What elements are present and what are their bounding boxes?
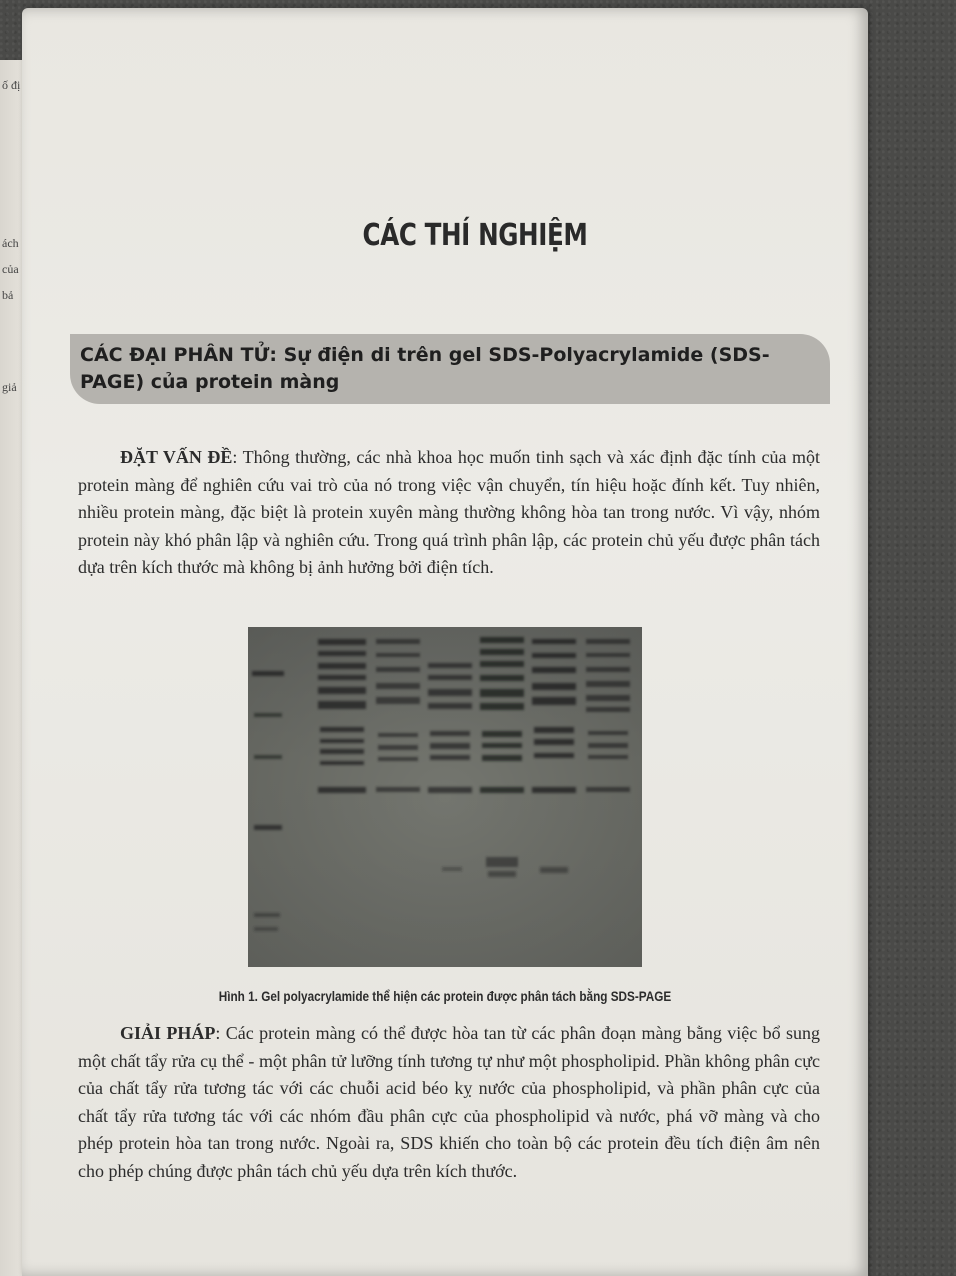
prev-page-fragment: của — [2, 262, 19, 276]
book-page — [22, 8, 868, 1276]
section-title: CÁC ĐẠI PHÂN TỬ: Sự điện di trên gel SDS-Polyacrylamide (SDS-PAGE) của protein màng — [80, 344, 770, 393]
chapter-title: CÁC THÍ NGHIỆM — [362, 218, 588, 253]
gel-bands — [248, 627, 642, 967]
sds-page-gel-image — [248, 627, 642, 967]
problem-paragraph — [78, 444, 820, 582]
solution-text: : Các protein màng có thể được hòa tan từ các phân đoạn màng bằng việc bổ sung một chất tẩy rửa cụ thể - một phân tử lưỡng tính tương tự như một phospholipid. Phần không phân cực của chất tẩy rửa tương tác với các chuỗi acid béo kỵ nước của phospholipid, và phần phân cực của chất tẩy rửa tương tác với các nhóm đầu phân cực của phospholipid và nước, phá vỡ màng và cho phép protein hòa tan trong nước. Ngoài ra, SDS khiến cho toàn bộ các protein đều tích điện âm nên cho phép chúng được phân tách chủ yếu dựa trên kích thước. — [78, 1023, 821, 1181]
figure-caption: Hình 1. Gel polyacrylamide thể hiện các protein được phân tách bằng SDS-PAGE — [218, 988, 672, 1004]
prev-page-fragment: giả — [2, 380, 17, 394]
solution-paragraph — [78, 1020, 820, 1185]
problem-text: : Thông thường, các nhà khoa học muốn tinh sạch và xác định đặc tính của một protein màng để nghiên cứu vai trò của nó trong việc vận chuyển, tín hiệu hoặc đính kết. Tuy nhiên, nhiều protein màng, đặc biệt là protein xuyên màng thường không hòa tan trong nước. Vì vậy, nhóm protein này khó phân lập và nghiên cứu. Trong quá trình phân lập, các protein chủ yếu được phân tách dựa trên kích thước mà không bị ảnh hưởng bởi điện tích. — [78, 447, 820, 577]
prev-page-fragment: bả — [2, 288, 14, 302]
problem-lead: ĐẶT VẤN ĐỀ — [120, 447, 233, 467]
solution-lead: GIẢI PHÁP — [120, 1023, 216, 1043]
prev-page-fragment: ố đị — [2, 78, 21, 92]
prev-page-fragment: ách — [2, 236, 19, 250]
